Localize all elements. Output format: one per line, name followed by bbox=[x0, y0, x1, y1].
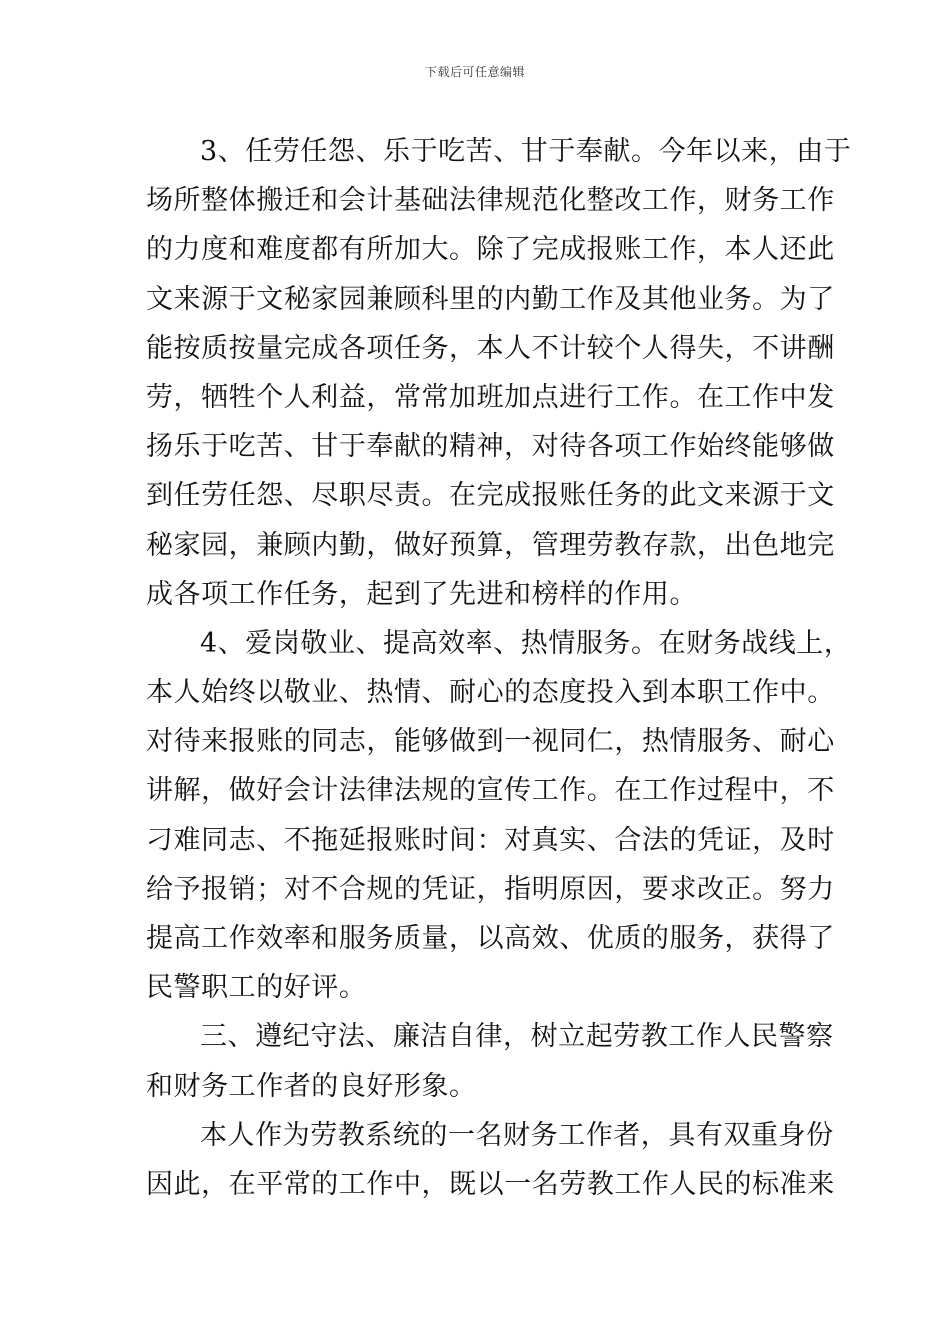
paragraph-line: 场所整体搬迁和会计基础法律规范化整改工作，财务工作 bbox=[146, 185, 835, 217]
paragraph-line: 到任劳任怨、尽职尽责。在完成报账任务的此文来源于文 bbox=[146, 480, 835, 512]
paragraph-line: 3、任劳任怨、乐于吃苦、甘于奉献。今年以来，由于 bbox=[200, 136, 852, 167]
paragraph-line: 民警职工的好评。 bbox=[146, 972, 367, 1004]
paragraph-line: 因此，在平常的工作中，既以一名劳教工作人民的标准来 bbox=[146, 1168, 835, 1200]
section-heading-line: 和财务工作者的良好形象。 bbox=[146, 1070, 477, 1102]
page-header: 下载后可任意编辑 bbox=[424, 65, 525, 79]
paragraph-line: 讲解，做好会计法律法规的宣传工作。在工作过程中，不 bbox=[146, 775, 835, 807]
paragraph-line: 提高工作效率和服务质量，以高效、优质的服务，获得了 bbox=[146, 923, 835, 954]
paragraph-line: 对待来报账的同志，能够做到一视同仁，热情服务、耐心 bbox=[146, 726, 835, 758]
paragraph-line: 本人始终以敬业、热情、耐心的态度投入到本职工作中。 bbox=[146, 677, 835, 709]
paragraph-line: 能按质按量完成各项任务，本人不计较个人得失，不讲酬 bbox=[146, 332, 835, 364]
paragraph-line: 刁难同志、不拖延报账时间：对真实、合法的凭证，及时 bbox=[146, 824, 835, 856]
paragraph-line: 文来源于文秘家园兼顾科里的内勤工作及其他业务。为了 bbox=[146, 283, 835, 315]
paragraph-line: 劳，牺牲个人利益，常常加班加点进行工作。在工作中发 bbox=[146, 381, 835, 413]
document-body bbox=[146, 127, 852, 1209]
paragraph-line: 本人作为劳教系统的一名财务工作者，具有双重身份 bbox=[200, 1119, 834, 1151]
paragraph-line: 成各项工作任务，起到了先进和榜样的作用。 bbox=[146, 578, 697, 610]
paragraph-line: 4、爱岗敬业、提高效率、热情服务。在财务战线上， bbox=[200, 627, 852, 659]
paragraph-line: 的力度和难度都有所加大。除了完成报账工作，本人还此 bbox=[146, 234, 835, 266]
section-heading-line: 三、遵纪守法、廉洁自律，树立起劳教工作人民警察 bbox=[200, 1021, 834, 1053]
paragraph-line: 给予报销；对不合规的凭证，指明原因，要求改正。努力 bbox=[146, 873, 835, 905]
paragraph-line: 扬乐于吃苦、甘于奉献的精神，对待各项工作始终能够做 bbox=[146, 431, 835, 463]
paragraph-line: 秘家园，兼顾内勤，做好预算，管理劳教存款，出色地完 bbox=[146, 529, 835, 561]
